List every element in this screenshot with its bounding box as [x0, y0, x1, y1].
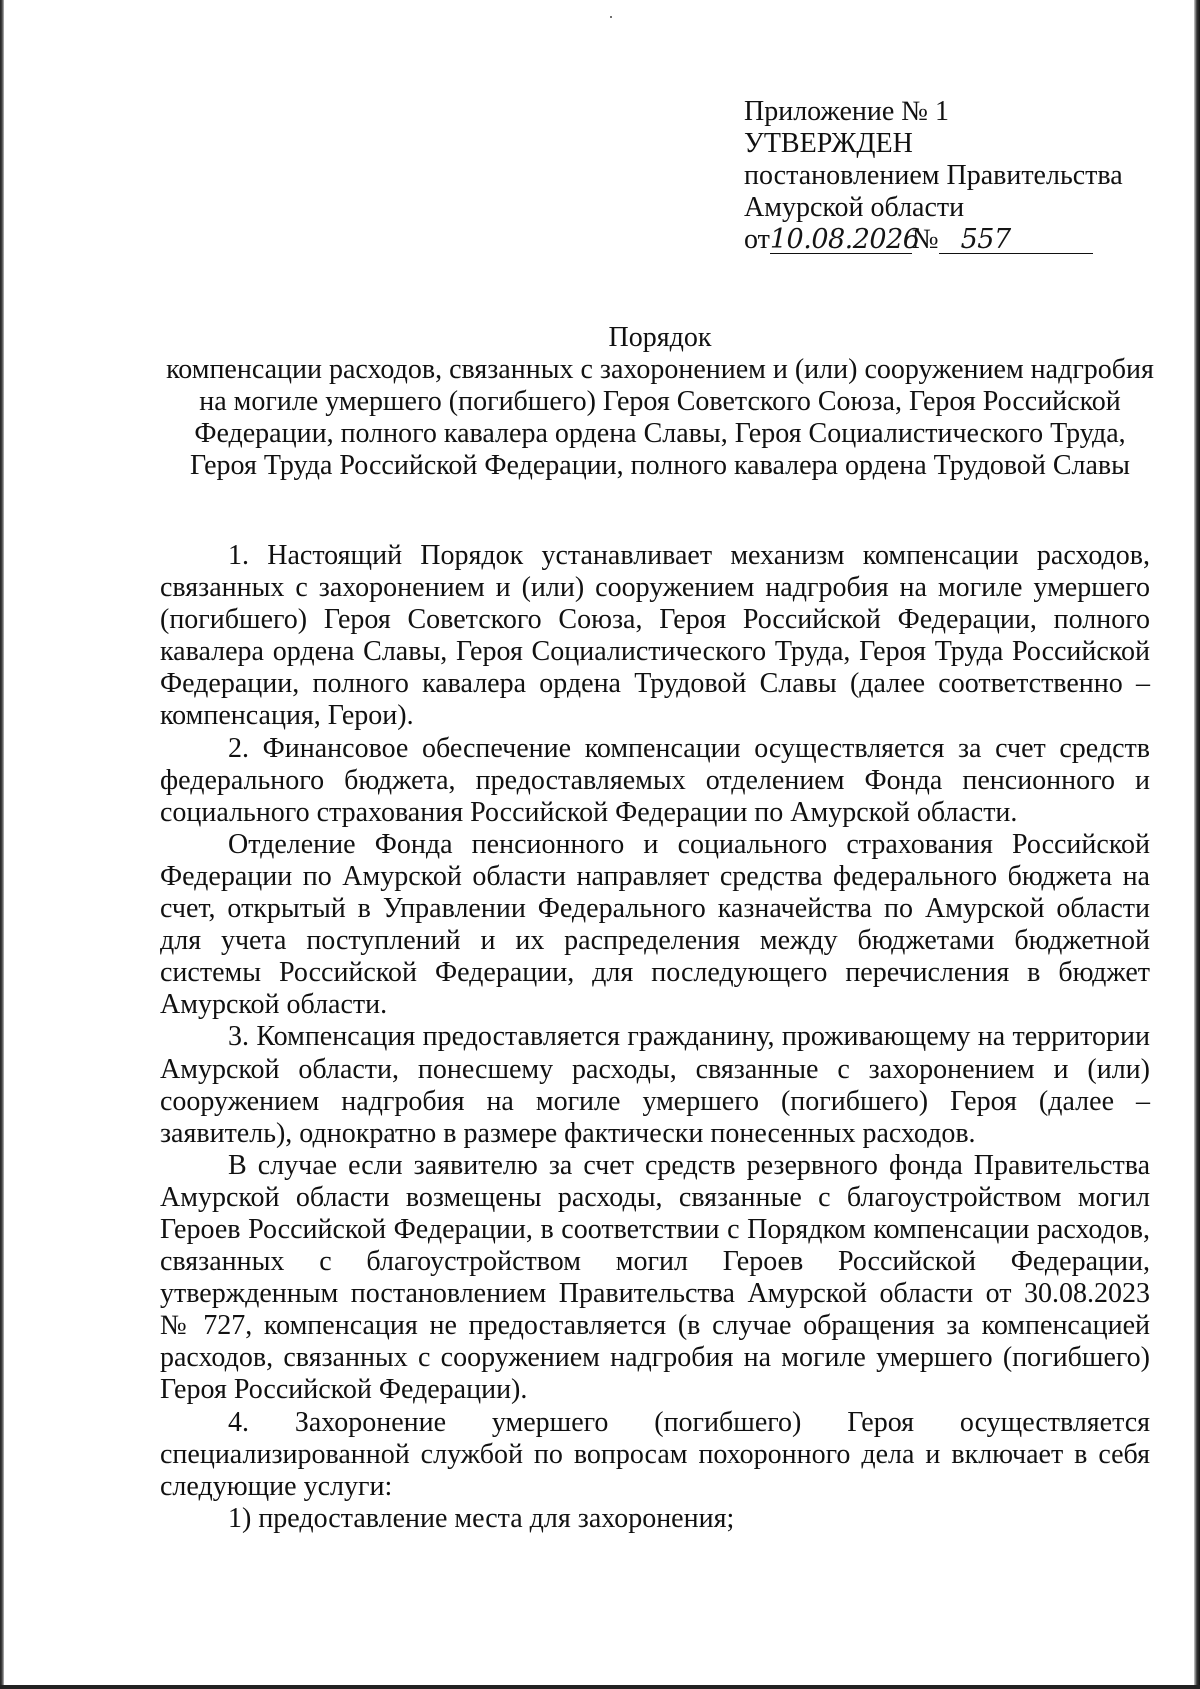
approved-label: УТВЕРЖДЕН: [744, 128, 913, 159]
document-heading: Порядок: [608, 322, 712, 353]
scan-edge-bottom: [0, 1685, 1200, 1689]
paragraph-1: 1. Настоящий Порядок устанавливает механизм компенсации расходов, связанных с захоронением и (или) сооружением надгробия на могиле умершего (погибшего) Героя Советского Союза, Героя Российской Федерации, полного кавалера ордена Славы, Героя Социалистического Труда, Героя Труда Российской Федерации, полного кавалера ордена Трудовой Славы (далее соответственно – компенсация, Герои).: [160, 540, 1150, 732]
list-item-1: 1) предоставление места для захоронения;: [228, 1502, 735, 1534]
approved-by-label: постановлением Правительства: [744, 160, 1123, 191]
region-label: Амурской области: [744, 192, 965, 223]
paragraph-3-continued: В случае если заявителю за счет средств резервного фонда Правительства Амурской области возмещены расходы, связанные с благоустройством могил Героев Российской Федерации, в соответствии с Порядком компенсации расходов, связанных с благоустройством могил Героев Российской Федерации, утвержденным постановлением Правительства Амурской области от 30.08.2023 № 727, компенсация не предоставляется (в случае обращения за компенсацией расходов, связанных с сооружением надгробия на могиле умершего (погибшего) Героя Российской Федерации).: [160, 1149, 1150, 1406]
document-title-block: [160, 322, 1160, 482]
paragraph-4: 4. Захоронение умершего (погибшего) Героя осуществляется специализированной службой по вопросам похоронного дела и включает в себя следующие услуги:: [160, 1406, 1150, 1502]
number-prefix: №: [911, 224, 939, 255]
date-number-line: [744, 224, 1123, 256]
scan-speck: [610, 16, 612, 18]
scan-edge-left: [0, 0, 4, 1689]
appendix-label: Приложение № 1: [744, 96, 949, 127]
date-prefix: от: [744, 224, 770, 255]
paragraph-2: 2. Финансовое обеспечение компенсации осуществляется за счет средств федерального бюджета, предоставляемых отделением Фонда пенсионного и социального страхования Российской Федерации по Амурской области.: [160, 732, 1150, 828]
handwritten-date: 10.08.2026: [769, 224, 920, 255]
approval-stamp-block: [744, 96, 1123, 256]
paragraph-2-continued: Отделение Фонда пенсионного и социального страхования Российской Федерации по Амурской области направляет средства федерального бюджета на счет, открытый в Управлении Федерального казначейства по Амурской области для учета поступлений и их распределения между бюджетами бюджетной системы Российской Федерации, для последующего перечисления в бюджет Амурской области.: [160, 828, 1150, 1021]
scan-edge-right: [1194, 0, 1200, 1689]
paragraph-3: 3. Компенсация предоставляется гражданину, проживающему на территории Амурской области, понесшему расходы, связанные с захоронением и (или) сооружением надгробия на могиле умершего (погибшего) Героя (далее – заявитель), однократно в размере фактически понесенных расходов.: [160, 1021, 1150, 1149]
document-subtitle: компенсации расходов, связанных с захоронением и (или) сооружением надгробия на могиле умершего (погибшего) Героя Советского Союза, Героя Российской Федерации, полного кавалера ордена Славы, Героя Социалистического Труда, Героя Труда Российской Федерации, полного кавалера ордена Трудовой Славы: [166, 354, 1154, 481]
document-body: [160, 540, 1150, 1535]
handwritten-number: 557: [939, 227, 1093, 254]
